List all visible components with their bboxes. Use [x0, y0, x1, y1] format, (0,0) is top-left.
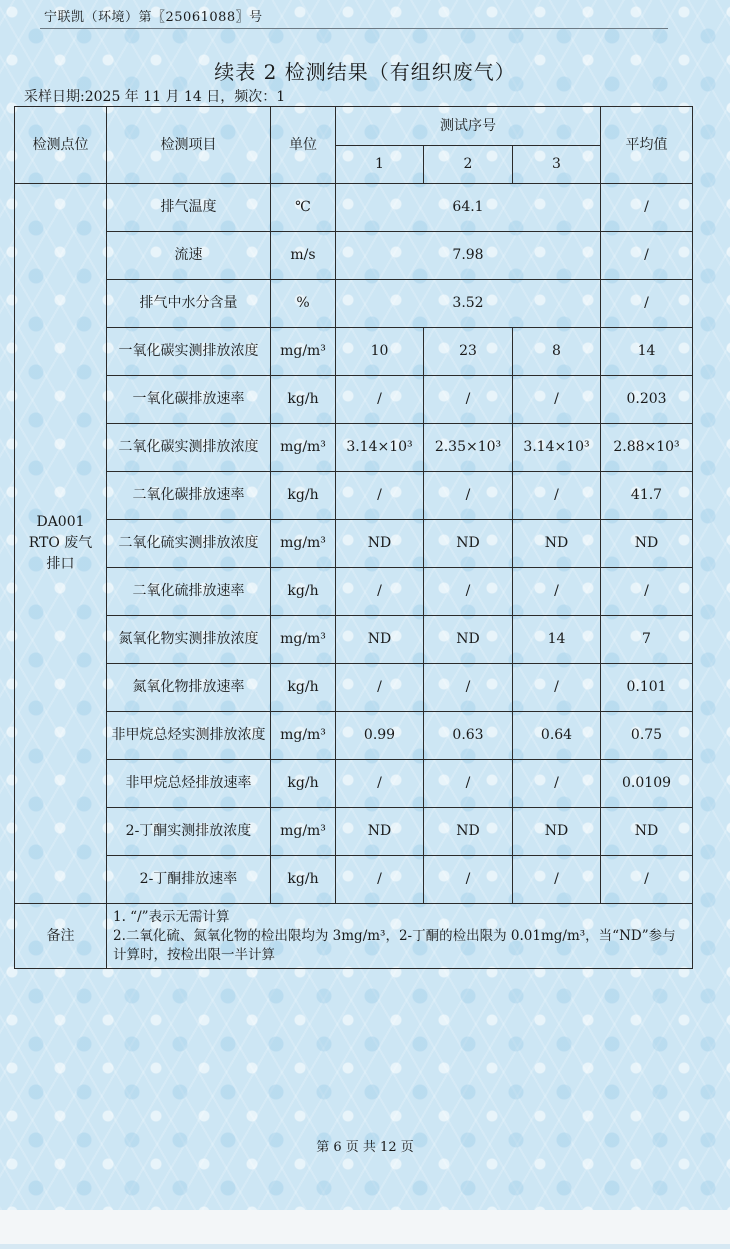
value-cell-2: / — [424, 376, 513, 424]
value-cell-2: ND — [424, 616, 513, 664]
item-cell: 氮氧化物实测排放浓度 — [107, 616, 271, 664]
value-cell-1: 3.14×10³ — [336, 424, 424, 472]
header-average: 平均值 — [601, 107, 693, 184]
page-gap — [0, 1210, 730, 1249]
value-cell-2: ND — [424, 808, 513, 856]
unit-cell: ℃ — [271, 184, 336, 232]
unit-cell: % — [271, 280, 336, 328]
notes-label: 备注 — [15, 904, 107, 969]
average-cell: ND — [601, 520, 693, 568]
item-cell: 二氧化碳实测排放浓度 — [107, 424, 271, 472]
item-cell: 流速 — [107, 232, 271, 280]
item-cell: 二氧化碳排放速率 — [107, 472, 271, 520]
unit-cell: mg/m³ — [271, 616, 336, 664]
average-cell: / — [601, 232, 693, 280]
average-cell: 0.101 — [601, 664, 693, 712]
value-cell-1: / — [336, 664, 424, 712]
unit-cell: kg/h — [271, 760, 336, 808]
item-cell: 氮氧化物排放速率 — [107, 664, 271, 712]
table-row — [15, 232, 693, 280]
average-cell: 0.0109 — [601, 760, 693, 808]
table-row — [15, 520, 693, 568]
average-cell: ND — [601, 808, 693, 856]
value-cell-3: ND — [513, 520, 601, 568]
unit-cell: kg/h — [271, 664, 336, 712]
average-cell: / — [601, 568, 693, 616]
sampling-point-name: RTO 废气 — [28, 535, 93, 551]
table-row — [15, 568, 693, 616]
unit-cell: mg/m³ — [271, 520, 336, 568]
value-cell-3: 14 — [513, 616, 601, 664]
table-row — [15, 616, 693, 664]
table-row — [15, 664, 693, 712]
value-cell-2: / — [424, 664, 513, 712]
table-row — [15, 376, 693, 424]
item-cell: 非甲烷总烃排放速率 — [107, 760, 271, 808]
value-cell-1: / — [336, 472, 424, 520]
header-test-no: 测试序号 — [336, 107, 601, 146]
value-cell-3: 3.14×10³ — [513, 424, 601, 472]
value-cell-3: / — [513, 856, 601, 904]
value-cell-3: 0.64 — [513, 712, 601, 760]
value-cell-3: / — [513, 472, 601, 520]
unit-cell: mg/m³ — [271, 712, 336, 760]
note-line: 1. “/”表示无需计算 — [113, 908, 230, 925]
average-cell: / — [601, 856, 693, 904]
average-cell: 7 — [601, 616, 693, 664]
value-cell-3: / — [513, 664, 601, 712]
value-cell-1: / — [336, 376, 424, 424]
value-cell-1: 0.99 — [336, 712, 424, 760]
header-rule — [40, 28, 668, 29]
unit-cell: mg/m³ — [271, 328, 336, 376]
table-row — [15, 328, 693, 376]
header-unit: 单位 — [271, 107, 336, 184]
page-number: 第 6 页 共 12 页 — [316, 1140, 414, 1155]
header-test-3: 3 — [513, 146, 601, 184]
table-row — [15, 712, 693, 760]
value-cell-3: / — [513, 568, 601, 616]
unit-cell: mg/m³ — [271, 424, 336, 472]
average-cell: 41.7 — [601, 472, 693, 520]
value-cell-2: 0.63 — [424, 712, 513, 760]
notes-content — [107, 904, 693, 969]
header-test-2: 2 — [424, 146, 513, 184]
note-line: 2.二氧化硫、氮氧化物的检出限均为 3mg/m³，2-丁酮的检出限为 0.01mg/m³，当“ND”参与计算时，按检出限一半计算 — [113, 927, 676, 963]
results-table — [14, 106, 693, 969]
value-cell-3: / — [513, 760, 601, 808]
sampling-point-cell — [15, 184, 107, 904]
sampling-point-name: 排口 — [46, 556, 75, 572]
table-row — [15, 184, 693, 232]
item-cell: 非甲烷总烃实测排放浓度 — [107, 712, 271, 760]
unit-cell: kg/h — [271, 568, 336, 616]
document-id: 宁联凯（环境）第〖25061088〗号 — [44, 10, 263, 25]
value-cell-3: ND — [513, 808, 601, 856]
value-merged-cell: 64.1 — [336, 184, 601, 232]
table-title: 续表 2 检测结果（有组织废气） — [214, 60, 516, 84]
item-cell: 一氧化碳实测排放浓度 — [107, 328, 271, 376]
header-item: 检测项目 — [107, 107, 271, 184]
table-row — [15, 808, 693, 856]
unit-cell: kg/h — [271, 376, 336, 424]
average-cell: 0.75 — [601, 712, 693, 760]
value-cell-2: / — [424, 856, 513, 904]
value-merged-cell: 7.98 — [336, 232, 601, 280]
unit-cell: kg/h — [271, 856, 336, 904]
table-row — [15, 280, 693, 328]
value-cell-1: ND — [336, 808, 424, 856]
item-cell: 2-丁酮排放速率 — [107, 856, 271, 904]
table-row — [15, 760, 693, 808]
value-cell-2: / — [424, 472, 513, 520]
value-cell-2: ND — [424, 520, 513, 568]
value-cell-1: / — [336, 568, 424, 616]
average-cell: 14 — [601, 328, 693, 376]
average-cell: / — [601, 184, 693, 232]
table-row — [15, 472, 693, 520]
header-test-1: 1 — [336, 146, 424, 184]
value-merged-cell: 3.52 — [336, 280, 601, 328]
average-cell: 2.88×10³ — [601, 424, 693, 472]
item-cell: 二氧化硫排放速率 — [107, 568, 271, 616]
value-cell-1: 10 — [336, 328, 424, 376]
table-row — [15, 856, 693, 904]
sampling-point-name: DA001 — [36, 514, 85, 530]
value-cell-3: / — [513, 376, 601, 424]
value-cell-2: 23 — [424, 328, 513, 376]
unit-cell: mg/m³ — [271, 808, 336, 856]
item-cell: 排气中水分含量 — [107, 280, 271, 328]
sampling-info: 采样日期:2025 年 11 月 14 日，频次：1 — [24, 89, 286, 105]
value-cell-1: / — [336, 856, 424, 904]
value-cell-2: / — [424, 760, 513, 808]
item-cell: 排气温度 — [107, 184, 271, 232]
average-cell: 0.203 — [601, 376, 693, 424]
average-cell: / — [601, 280, 693, 328]
unit-cell: kg/h — [271, 472, 336, 520]
item-cell: 一氧化碳排放速率 — [107, 376, 271, 424]
unit-cell: m/s — [271, 232, 336, 280]
header-point: 检测点位 — [15, 107, 107, 184]
value-cell-1: ND — [336, 616, 424, 664]
table-row — [15, 424, 693, 472]
value-cell-1: / — [336, 760, 424, 808]
value-cell-2: 2.35×10³ — [424, 424, 513, 472]
value-cell-2: / — [424, 568, 513, 616]
item-cell: 二氧化硫实测排放浓度 — [107, 520, 271, 568]
value-cell-3: 8 — [513, 328, 601, 376]
value-cell-1: ND — [336, 520, 424, 568]
notes-row — [15, 904, 693, 969]
item-cell: 2-丁酮实测排放浓度 — [107, 808, 271, 856]
